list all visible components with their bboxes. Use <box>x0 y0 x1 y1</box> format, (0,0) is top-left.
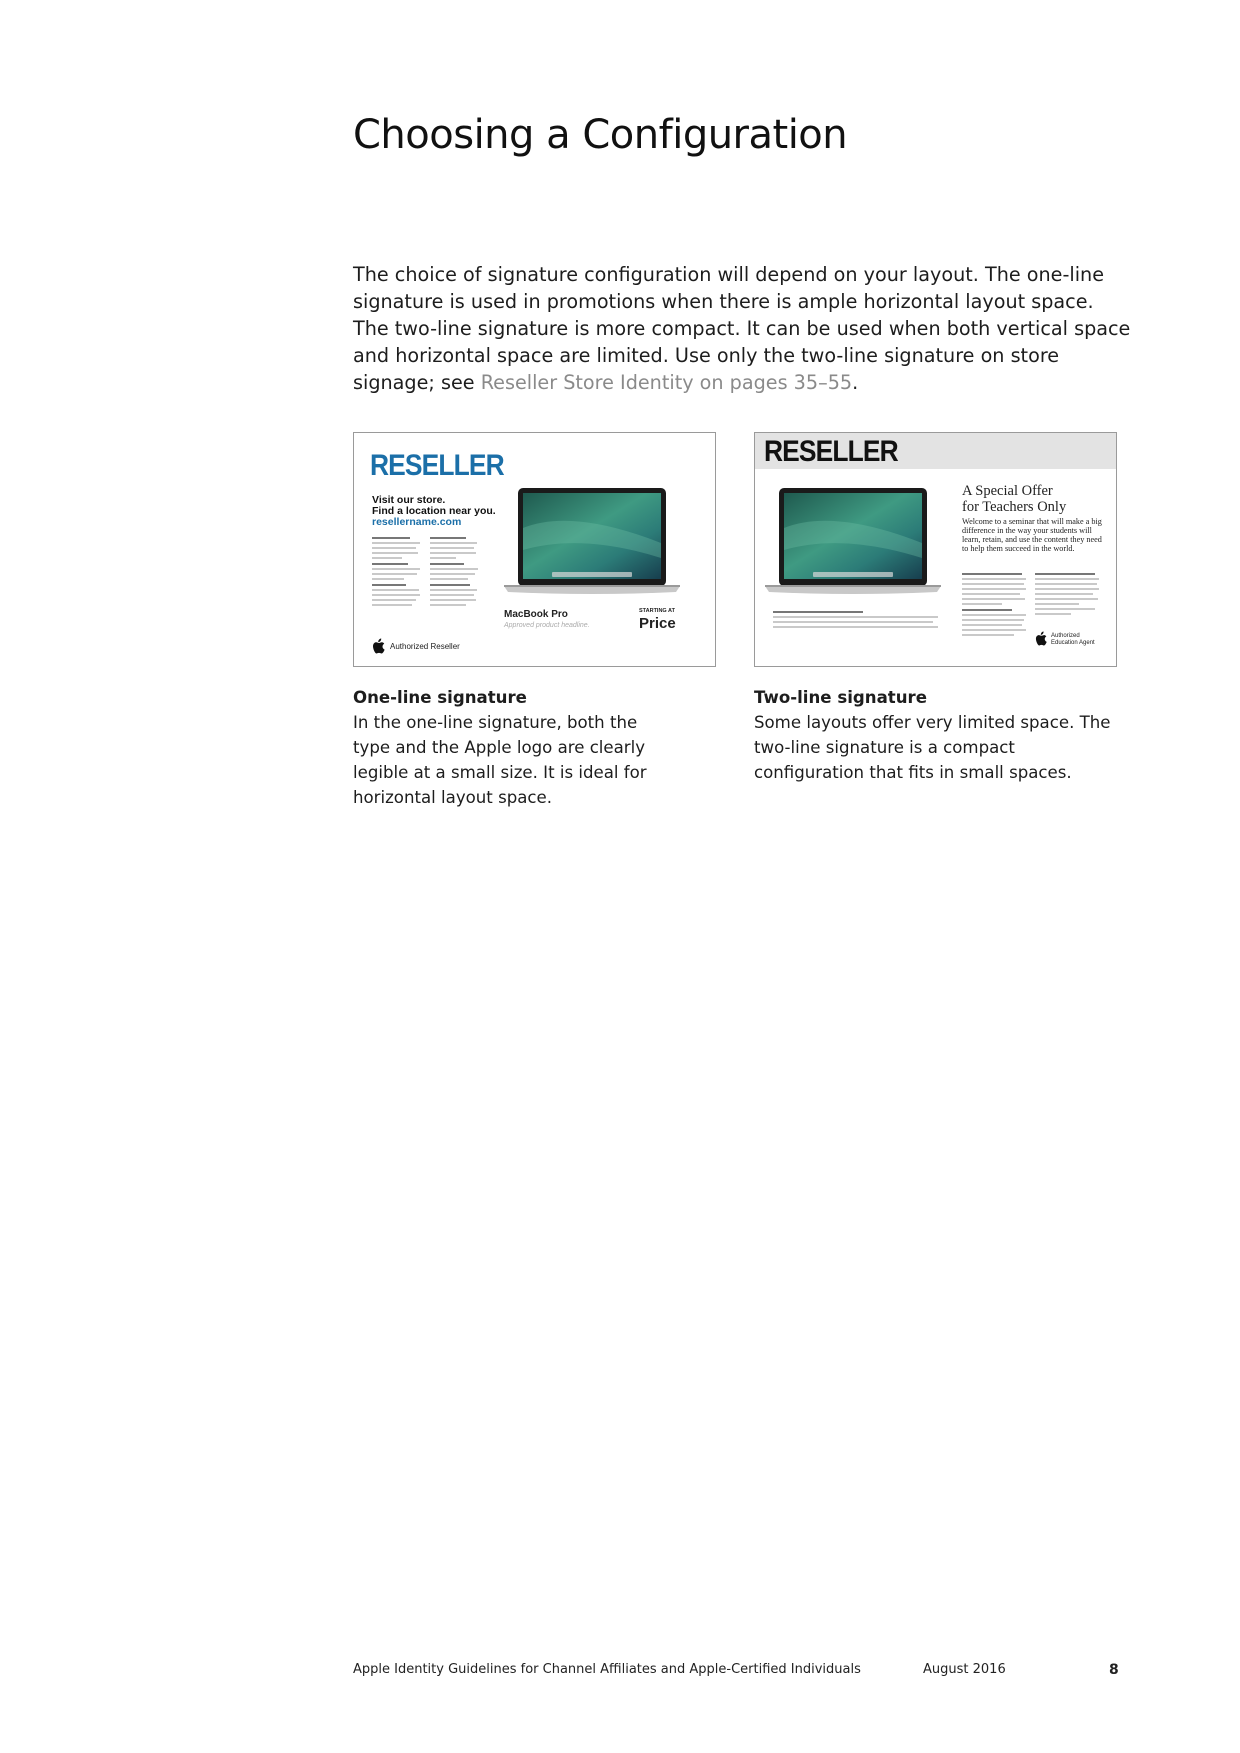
caption-body: Some layouts offer very limited space. The two-line signature is a compact configuration that fits in small spaces. <box>754 713 1111 782</box>
fine-print-column-left <box>962 573 1027 639</box>
intro-end: . <box>852 371 859 394</box>
macbook-image <box>763 488 943 598</box>
signature-text: Authorized Reseller <box>390 642 460 651</box>
signature-line-2: Education Agent <box>1051 640 1095 646</box>
apple-logo-icon <box>372 638 386 654</box>
visit-line-2: Find a location near you. <box>372 505 496 517</box>
offer-line-2: for Teachers Only <box>962 499 1067 515</box>
signature-text <box>1051 633 1095 647</box>
product-name: MacBook Pro <box>504 609 568 620</box>
product-tagline: Approved product headline. <box>504 622 590 629</box>
caption-title: Two-line signature <box>754 688 927 707</box>
page-title: Choosing a Configuration <box>353 112 848 158</box>
footer-doc-title: Apple Identity Guidelines for Channel Affiliates and Apple-Certified Individuals <box>353 1662 861 1677</box>
reseller-url: resellername.com <box>372 516 462 528</box>
one-line-signature-example <box>353 432 716 667</box>
offer-body: Welcome to a seminar that will make a big difference in the way your students will learn, retain, and use the content they need to help them succeed in the world. <box>962 517 1102 553</box>
visit-line-1: Visit our store. <box>372 494 446 506</box>
intro-paragraph <box>353 261 1133 396</box>
offer-line-1: A Special Offer <box>962 483 1053 499</box>
fine-print-below-image <box>773 611 938 631</box>
caption-body: In the one-line signature, both the type and the Apple logo are clearly legible at a small size. It is ideal for horizontal layout space. <box>353 713 647 807</box>
footer-date: August 2016 <box>923 1662 1006 1677</box>
fine-print-column-right <box>1035 573 1100 618</box>
page-number: 8 <box>1109 1662 1119 1678</box>
price-label: Price <box>639 615 676 632</box>
offer-headline <box>962 483 1066 515</box>
reseller-logo: RESELLER <box>370 449 504 482</box>
two-line-signature-example <box>754 432 1117 667</box>
macbook-image <box>502 488 682 598</box>
apple-logo-icon <box>1035 631 1048 646</box>
signature-line-1: Authorized <box>1051 633 1080 639</box>
intro-text: The choice of signature configuration will depend on your layout. The one-line signature is used in promotions when there is ample horizontal layout space. The two-line signature is more compact. It can be used when both vertical space and horizontal space are limited. Use only the two-line signature on store signage; see <box>353 263 1131 394</box>
two-line-caption <box>754 685 1124 785</box>
caption-title: One-line signature <box>353 688 527 707</box>
reseller-logo: RESELLER <box>764 435 898 468</box>
visit-store-text <box>372 495 496 528</box>
one-line-caption <box>353 685 673 810</box>
starting-at-label: STARTING AT <box>639 608 675 614</box>
reseller-store-identity-link[interactable]: Reseller Store Identity on pages 35–55 <box>480 371 853 394</box>
